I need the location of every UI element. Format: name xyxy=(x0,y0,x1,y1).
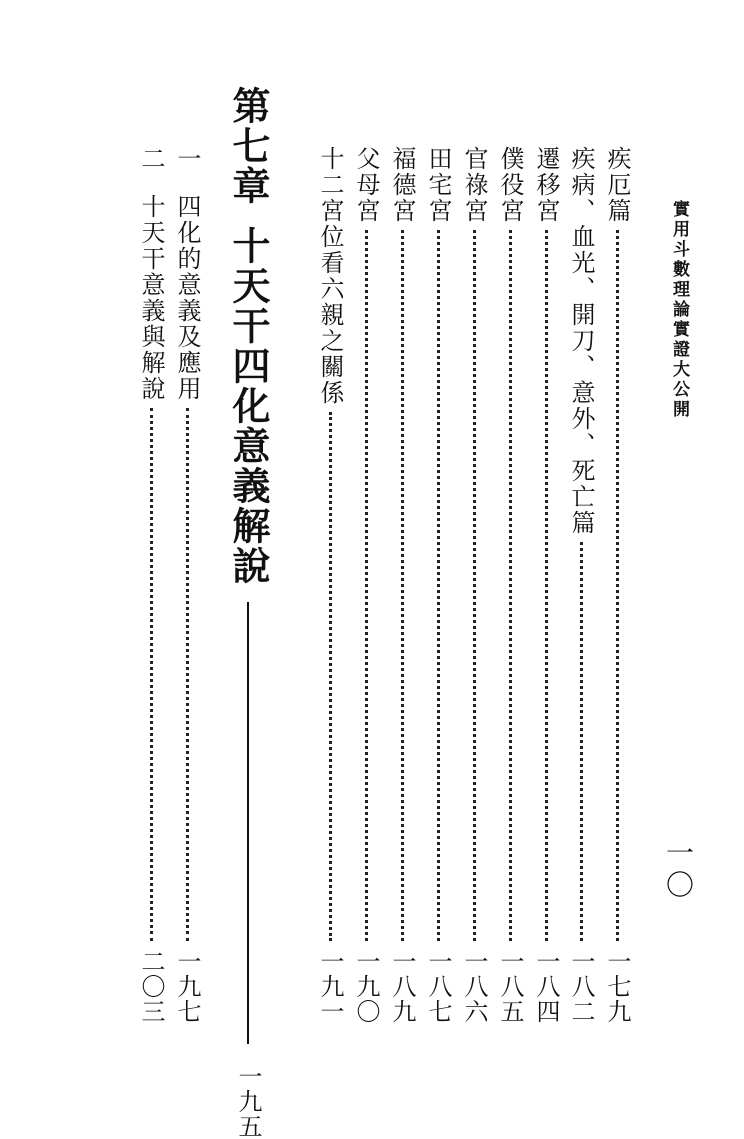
toc-entry[interactable] xyxy=(351,146,381,1024)
toc-entry[interactable] xyxy=(136,146,166,1024)
toc-entry-number: 一 xyxy=(173,146,201,170)
toc-entry-page: 一八九 xyxy=(388,949,416,1024)
toc-entry-page: 一八四 xyxy=(532,949,560,1024)
toc-entry-title: 四化的意義及應用 xyxy=(173,194,201,402)
chapter-rule xyxy=(247,602,249,1044)
dot-leader xyxy=(580,542,583,941)
toc-entry-page: 一八六 xyxy=(460,949,488,1024)
toc-entry-title: 福德宮 xyxy=(388,146,416,224)
toc-entry-page: 一八二 xyxy=(567,949,595,1024)
toc-entry-title: 十二宮位看六親之關係 xyxy=(316,146,344,406)
chapter-title: 十天干四化意義解說 xyxy=(226,226,271,586)
toc-entry-page: 一七九 xyxy=(603,949,631,1024)
toc-entry-title: 官祿宮 xyxy=(460,146,488,224)
dot-leader xyxy=(365,230,368,941)
toc-entry-title: 疾厄篇 xyxy=(603,146,631,224)
chapter-page: 一九五 xyxy=(234,1064,262,1139)
page-number: 一〇 xyxy=(662,838,695,902)
toc-entry-title: 田宅宮 xyxy=(424,146,452,224)
toc-entry[interactable] xyxy=(423,146,453,1024)
dot-leader xyxy=(186,408,189,941)
dot-leader xyxy=(437,230,440,941)
dot-leader xyxy=(616,230,619,941)
toc-entry[interactable] xyxy=(172,146,202,1024)
toc-entry[interactable] xyxy=(495,146,525,1024)
toc-entry-number: 二 xyxy=(137,146,165,170)
toc-entry-title: 父母宮 xyxy=(352,146,380,224)
running-header: 實用斗數理論實證大公開 xyxy=(669,200,689,420)
dot-leader xyxy=(401,230,404,941)
toc-entry-title: 十天干意義與解說 xyxy=(137,194,165,402)
toc-entry-title: 疾病、血光、開刀、意外、死亡篇 xyxy=(567,146,595,536)
toc-entry-page: 一九〇 xyxy=(352,949,380,1024)
dot-leader xyxy=(329,412,332,941)
dot-leader xyxy=(545,230,548,941)
toc-entry[interactable] xyxy=(459,146,489,1024)
toc-entry[interactable] xyxy=(566,146,596,1024)
chapter-heading[interactable] xyxy=(226,86,270,1139)
chapter-label: 第七章 xyxy=(226,86,271,206)
toc-entry[interactable] xyxy=(315,146,345,1024)
dot-leader xyxy=(150,408,153,941)
toc-entry[interactable] xyxy=(531,146,561,1024)
toc-entry[interactable] xyxy=(387,146,417,1024)
toc-entry-page: 一九一 xyxy=(316,949,344,1024)
toc-entry-page: 一八五 xyxy=(496,949,524,1024)
toc-entry-title: 遷移宮 xyxy=(532,146,560,224)
toc-entry-page: 二〇三 xyxy=(137,949,165,1024)
dot-leader xyxy=(473,230,476,941)
toc-entry[interactable] xyxy=(602,146,632,1024)
toc-entry-title: 僕役宮 xyxy=(496,146,524,224)
dot-leader xyxy=(509,230,512,941)
toc-entry-page: 一八七 xyxy=(424,949,452,1024)
toc-entry-page: 一九七 xyxy=(173,949,201,1024)
